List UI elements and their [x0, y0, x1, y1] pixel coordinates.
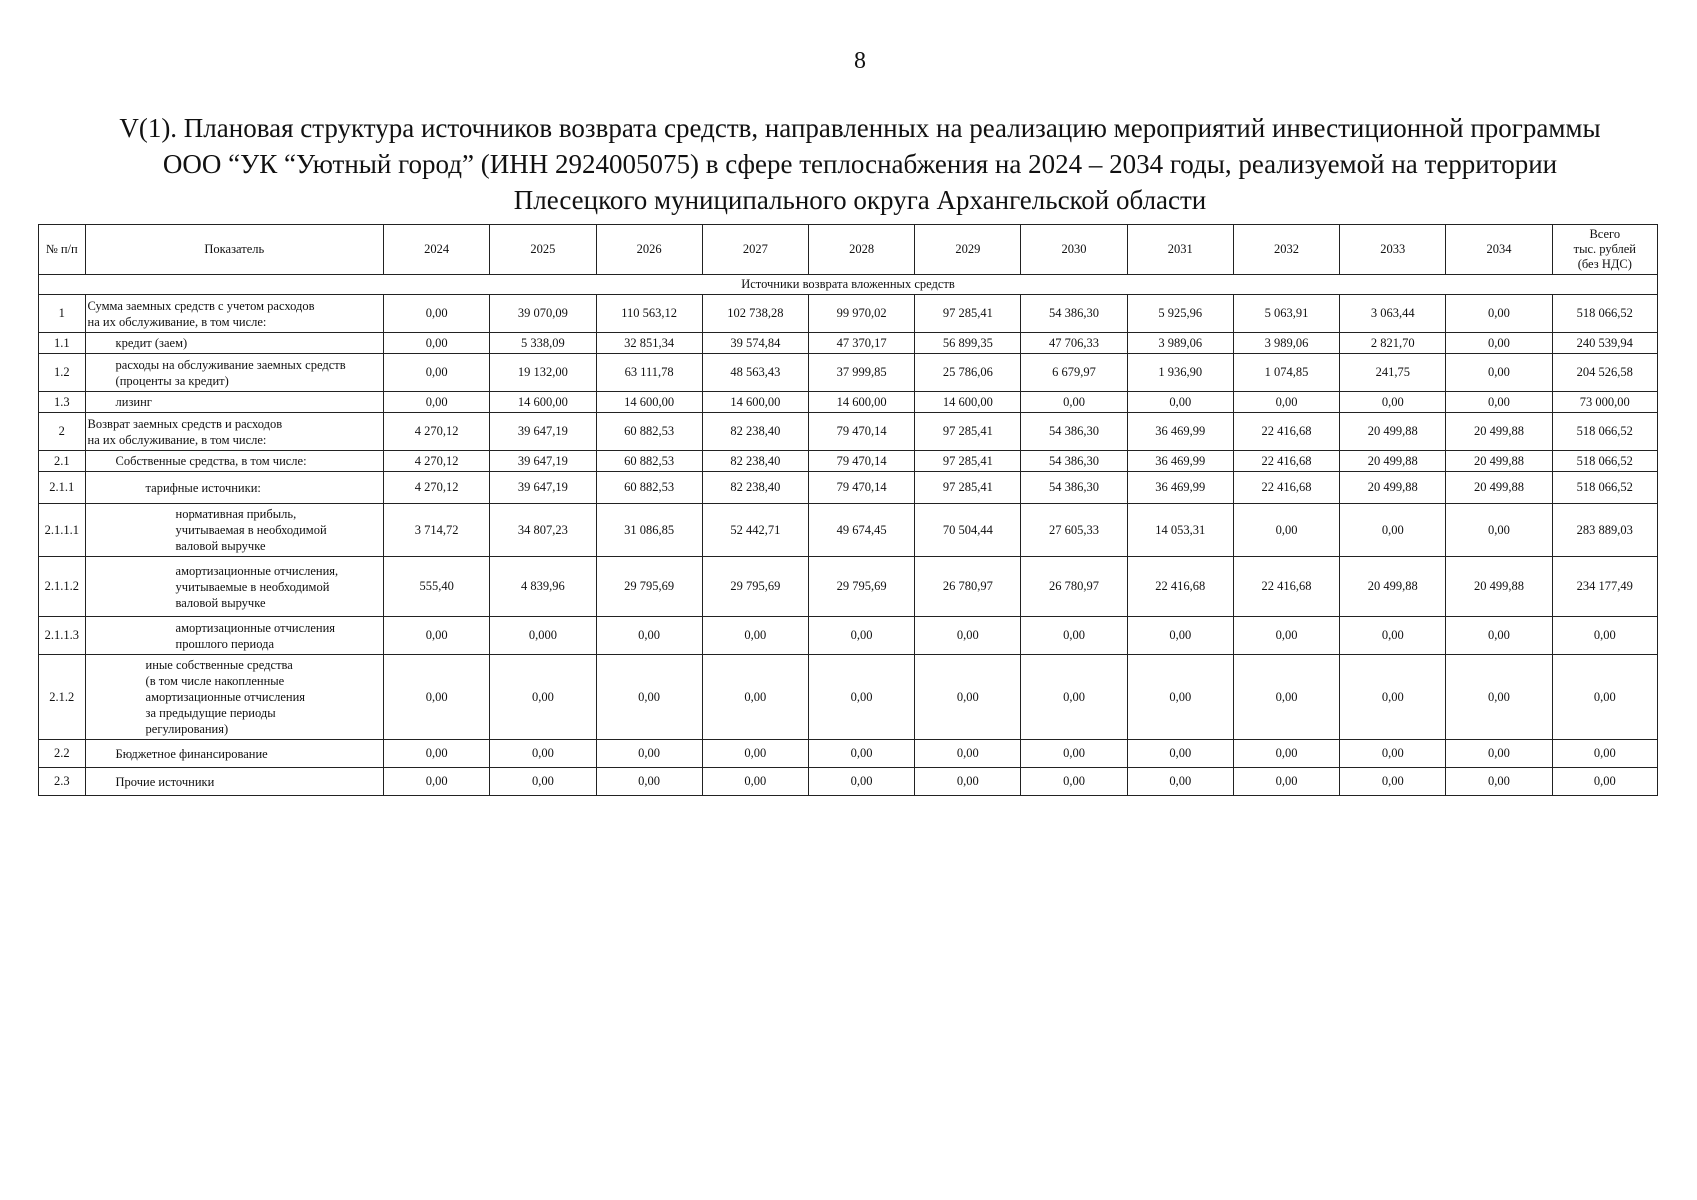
row-number: 1.1: [39, 333, 86, 354]
header-total-line: Всего: [1589, 227, 1621, 241]
row-year-value: 97 285,41: [915, 472, 1021, 504]
row-year-value: 0,00: [1233, 504, 1339, 557]
row-year-value: 110 563,12: [596, 295, 702, 333]
row-number: 2.1.1.2: [39, 557, 86, 617]
row-year-value: 0,00: [808, 617, 914, 655]
row-indicator: [85, 617, 384, 655]
row-year-value: 32 851,34: [596, 333, 702, 354]
row-year-value: 0,00: [915, 740, 1021, 768]
row-year-value: 0,00: [702, 655, 808, 740]
header-total: [1552, 225, 1657, 275]
row-year-value: 0,00: [1446, 617, 1552, 655]
section-title: Источники возврата вложенных средств: [39, 275, 1658, 295]
indicator-line: учитываемые в необходимой: [175, 579, 330, 594]
row-year-value: 20 499,88: [1340, 413, 1446, 451]
row-number: 2.1.1.3: [39, 617, 86, 655]
row-year-value: 36 469,99: [1127, 413, 1233, 451]
row-year-value: 1 074,85: [1233, 354, 1339, 392]
row-year-value: 79 470,14: [808, 472, 914, 504]
row-year-value: 241,75: [1340, 354, 1446, 392]
indicator-line: на их обслуживание, в том числе:: [87, 432, 267, 447]
row-year-value: 97 285,41: [915, 413, 1021, 451]
header-indicator: Показатель: [85, 225, 384, 275]
row-year-value: 70 504,44: [915, 504, 1021, 557]
row-year-value: 0,00: [1127, 617, 1233, 655]
row-year-value: 54 386,30: [1021, 295, 1127, 333]
row-year-value: 0,00: [1446, 392, 1552, 413]
table-row: [39, 655, 1658, 740]
row-year-value: 0,00: [915, 655, 1021, 740]
row-year-value: 0,00: [915, 617, 1021, 655]
row-year-value: 0,00: [1021, 768, 1127, 796]
row-year-value: 26 780,97: [1021, 557, 1127, 617]
row-total-value: 283 889,03: [1552, 504, 1657, 557]
row-year-value: 0,00: [384, 333, 490, 354]
row-total-value: 234 177,49: [1552, 557, 1657, 617]
row-year-value: 0,00: [1233, 655, 1339, 740]
row-year-value: 0,000: [490, 617, 596, 655]
row-year-value: 54 386,30: [1021, 413, 1127, 451]
row-year-value: 6 679,97: [1021, 354, 1127, 392]
row-year-value: 97 285,41: [915, 295, 1021, 333]
row-indicator: [85, 333, 384, 354]
header-year: 2025: [490, 225, 596, 275]
document-title: [60, 110, 1660, 218]
row-year-value: 82 238,40: [702, 413, 808, 451]
row-number: 1.3: [39, 392, 86, 413]
table-row: [39, 504, 1658, 557]
title-line: Плесецкого муниципального округа Архангельской области: [513, 185, 1207, 215]
indicator-line: лизинг: [115, 395, 152, 409]
header-year: 2024: [384, 225, 490, 275]
section-row: [39, 275, 1658, 295]
page-number: 8: [854, 48, 866, 74]
row-year-value: 20 499,88: [1340, 557, 1446, 617]
row-year-value: 14 053,31: [1127, 504, 1233, 557]
row-year-value: 0,00: [384, 617, 490, 655]
row-year-value: 0,00: [1233, 392, 1339, 413]
indicator-line: Собственные средства, в том числе:: [115, 454, 307, 468]
row-total-value: 518 066,52: [1552, 451, 1657, 472]
row-year-value: 29 795,69: [702, 557, 808, 617]
row-year-value: 25 786,06: [915, 354, 1021, 392]
row-year-value: 0,00: [1340, 617, 1446, 655]
row-year-value: 0,00: [596, 740, 702, 768]
indicator-line: прошлого периода: [175, 636, 274, 651]
row-year-value: 0,00: [1446, 333, 1552, 354]
row-year-value: 0,00: [1340, 768, 1446, 796]
row-number: 2: [39, 413, 86, 451]
indicator-line: расходы на обслуживание заемных средств: [115, 357, 346, 372]
row-year-value: 0,00: [384, 295, 490, 333]
row-year-value: 5 338,09: [490, 333, 596, 354]
title-line: V(1). Плановая структура источников возврата средств, направленных на реализацию мероприятий инвестиционной программы: [119, 113, 1601, 143]
row-year-value: 29 795,69: [596, 557, 702, 617]
row-year-value: 0,00: [1340, 740, 1446, 768]
row-year-value: 0,00: [808, 768, 914, 796]
indicator-line: Прочие источники: [115, 774, 215, 789]
row-indicator: [85, 354, 384, 392]
table-header-row: [39, 225, 1658, 275]
row-year-value: 0,00: [1446, 354, 1552, 392]
header-year: 2032: [1233, 225, 1339, 275]
row-year-value: 0,00: [702, 617, 808, 655]
row-year-value: 0,00: [1446, 295, 1552, 333]
header-year: 2029: [915, 225, 1021, 275]
row-year-value: 22 416,68: [1233, 413, 1339, 451]
indicator-line: на их обслуживание, в том числе:: [87, 314, 267, 329]
row-total-value: 0,00: [1552, 655, 1657, 740]
row-year-value: 0,00: [702, 768, 808, 796]
row-year-value: 39 647,19: [490, 451, 596, 472]
row-number: 2.1.2: [39, 655, 86, 740]
row-year-value: 22 416,68: [1233, 451, 1339, 472]
row-number: 1: [39, 295, 86, 333]
row-total-value: 518 066,52: [1552, 413, 1657, 451]
row-year-value: 99 970,02: [808, 295, 914, 333]
row-year-value: 0,00: [1021, 392, 1127, 413]
row-year-value: 54 386,30: [1021, 451, 1127, 472]
row-year-value: 0,00: [1021, 655, 1127, 740]
row-year-value: 0,00: [596, 768, 702, 796]
header-year: 2030: [1021, 225, 1127, 275]
indicator-line: регулирования): [145, 722, 229, 736]
row-year-value: 4 270,12: [384, 472, 490, 504]
row-year-value: 0,00: [1340, 655, 1446, 740]
row-indicator: [85, 413, 384, 451]
row-year-value: 20 499,88: [1446, 472, 1552, 504]
table-row: [39, 617, 1658, 655]
row-year-value: 0,00: [915, 768, 1021, 796]
row-year-value: 3 989,06: [1127, 333, 1233, 354]
header-total-line: тыс. рублей: [1573, 242, 1636, 256]
indicator-line: валовой выручке: [175, 539, 266, 553]
table-row: [39, 295, 1658, 333]
row-year-value: 5 063,91: [1233, 295, 1339, 333]
row-total-value: 73 000,00: [1552, 392, 1657, 413]
header-year: 2031: [1127, 225, 1233, 275]
table-row: [39, 768, 1658, 796]
row-number: 2.1: [39, 451, 86, 472]
row-year-value: 0,00: [808, 655, 914, 740]
row-year-value: 39 647,19: [490, 472, 596, 504]
row-year-value: 0,00: [1446, 655, 1552, 740]
row-number: 1.2: [39, 354, 86, 392]
header-year: 2027: [702, 225, 808, 275]
header-year: 2033: [1340, 225, 1446, 275]
row-total-value: 0,00: [1552, 740, 1657, 768]
row-year-value: 0,00: [384, 655, 490, 740]
row-year-value: 0,00: [596, 617, 702, 655]
row-indicator: [85, 504, 384, 557]
table-row: [39, 740, 1658, 768]
row-year-value: 39 574,84: [702, 333, 808, 354]
row-total-value: 518 066,52: [1552, 472, 1657, 504]
row-year-value: 63 111,78: [596, 354, 702, 392]
row-year-value: 14 600,00: [702, 392, 808, 413]
row-number: 2.2: [39, 740, 86, 768]
row-year-value: 26 780,97: [915, 557, 1021, 617]
title-line: ООО “УК “Уютный город” (ИНН 2924005075) в сфере теплоснабжения на 2024 – 2034 годы, реализуемой на территории: [162, 149, 1558, 179]
indicator-line: (проценты за кредит): [115, 373, 229, 388]
indicator-line: кредит (заем): [115, 336, 188, 350]
row-year-value: 31 086,85: [596, 504, 702, 557]
row-year-value: 39 647,19: [490, 413, 596, 451]
row-year-value: 0,00: [490, 655, 596, 740]
table-row: [39, 333, 1658, 354]
row-year-value: 60 882,53: [596, 451, 702, 472]
row-number: 2.3: [39, 768, 86, 796]
row-year-value: 0,00: [384, 768, 490, 796]
row-year-value: 14 600,00: [915, 392, 1021, 413]
row-year-value: 5 925,96: [1127, 295, 1233, 333]
indicator-line: Бюджетное финансирование: [115, 746, 268, 761]
row-year-value: 20 499,88: [1446, 413, 1552, 451]
header-num: № п/п: [39, 225, 86, 275]
row-total-value: 0,00: [1552, 617, 1657, 655]
row-total-value: 204 526,58: [1552, 354, 1657, 392]
row-year-value: 39 070,09: [490, 295, 596, 333]
row-total-value: 240 539,94: [1552, 333, 1657, 354]
row-total-value: 0,00: [1552, 768, 1657, 796]
indicator-line: амортизационные отчисления,: [175, 563, 339, 578]
row-year-value: 3 989,06: [1233, 333, 1339, 354]
row-year-value: 27 605,33: [1021, 504, 1127, 557]
row-year-value: 20 499,88: [1446, 557, 1552, 617]
row-indicator: [85, 451, 384, 472]
row-year-value: 97 285,41: [915, 451, 1021, 472]
row-year-value: 29 795,69: [808, 557, 914, 617]
row-year-value: 14 600,00: [808, 392, 914, 413]
row-year-value: 0,00: [1233, 768, 1339, 796]
indicator-line: амортизационные отчисления: [145, 690, 306, 704]
row-year-value: 4 270,12: [384, 451, 490, 472]
row-year-value: 47 370,17: [808, 333, 914, 354]
row-year-value: 2 821,70: [1340, 333, 1446, 354]
row-year-value: 82 238,40: [702, 451, 808, 472]
row-year-value: 0,00: [702, 740, 808, 768]
indicator-line: за предыдущие периоды: [145, 706, 276, 720]
table-row: [39, 413, 1658, 451]
row-year-value: 3 714,72: [384, 504, 490, 557]
table-row: [39, 472, 1658, 504]
row-year-value: 37 999,85: [808, 354, 914, 392]
row-year-value: 0,00: [384, 392, 490, 413]
row-year-value: 47 706,33: [1021, 333, 1127, 354]
row-year-value: 0,00: [490, 768, 596, 796]
row-number: 2.1.1: [39, 472, 86, 504]
row-year-value: 0,00: [596, 655, 702, 740]
row-year-value: 4 839,96: [490, 557, 596, 617]
row-year-value: 54 386,30: [1021, 472, 1127, 504]
row-year-value: 48 563,43: [702, 354, 808, 392]
row-year-value: 34 807,23: [490, 504, 596, 557]
header-year: 2028: [808, 225, 914, 275]
row-year-value: 0,00: [1233, 740, 1339, 768]
row-year-value: 22 416,68: [1233, 557, 1339, 617]
row-year-value: 60 882,53: [596, 472, 702, 504]
row-year-value: 555,40: [384, 557, 490, 617]
row-year-value: 20 499,88: [1340, 472, 1446, 504]
row-year-value: 0,00: [1446, 740, 1552, 768]
row-year-value: 79 470,14: [808, 413, 914, 451]
row-year-value: 14 600,00: [490, 392, 596, 413]
sources-table: [38, 224, 1658, 796]
row-year-value: 0,00: [1340, 504, 1446, 557]
row-year-value: 0,00: [1021, 617, 1127, 655]
table-row: [39, 354, 1658, 392]
indicator-line: амортизационные отчисления: [175, 620, 336, 635]
row-total-value: 518 066,52: [1552, 295, 1657, 333]
row-year-value: 36 469,99: [1127, 472, 1233, 504]
table-row: [39, 392, 1658, 413]
row-year-value: 0,00: [1340, 392, 1446, 413]
row-indicator: [85, 472, 384, 504]
row-year-value: 0,00: [490, 740, 596, 768]
row-year-value: 0,00: [1446, 768, 1552, 796]
row-year-value: 0,00: [384, 354, 490, 392]
row-indicator: [85, 557, 384, 617]
row-year-value: 22 416,68: [1233, 472, 1339, 504]
indicator-line: валовой выручке: [175, 595, 266, 610]
table-row: [39, 557, 1658, 617]
row-indicator: [85, 740, 384, 768]
indicator-line: Возврат заемных средств и расходов: [87, 416, 283, 431]
row-year-value: 0,00: [1446, 504, 1552, 557]
row-year-value: 1 936,90: [1127, 354, 1233, 392]
row-indicator: [85, 768, 384, 796]
indicator-line: (в том числе накопленные: [145, 674, 285, 688]
row-year-value: 4 270,12: [384, 413, 490, 451]
indicator-line: тарифные источники:: [145, 480, 261, 495]
indicator-line: учитываемая в необходимой: [175, 523, 327, 537]
row-year-value: 0,00: [1127, 740, 1233, 768]
row-year-value: 0,00: [808, 740, 914, 768]
row-number: 2.1.1.1: [39, 504, 86, 557]
indicator-line: нормативная прибыль,: [175, 507, 297, 521]
row-year-value: 52 442,71: [702, 504, 808, 557]
table-row: [39, 451, 1658, 472]
header-year: 2034: [1446, 225, 1552, 275]
row-year-value: 19 132,00: [490, 354, 596, 392]
row-indicator: [85, 295, 384, 333]
row-year-value: 49 674,45: [808, 504, 914, 557]
row-year-value: 0,00: [1127, 768, 1233, 796]
row-indicator: [85, 392, 384, 413]
row-year-value: 0,00: [1233, 617, 1339, 655]
row-year-value: 0,00: [1127, 655, 1233, 740]
row-year-value: 0,00: [384, 740, 490, 768]
row-year-value: 36 469,99: [1127, 451, 1233, 472]
row-year-value: 3 063,44: [1340, 295, 1446, 333]
row-year-value: 56 899,35: [915, 333, 1021, 354]
header-total-line: (без НДС): [1577, 257, 1632, 271]
indicator-line: иные собственные средства: [145, 658, 293, 672]
row-year-value: 82 238,40: [702, 472, 808, 504]
row-year-value: 60 882,53: [596, 413, 702, 451]
row-year-value: 22 416,68: [1127, 557, 1233, 617]
row-year-value: 0,00: [1127, 392, 1233, 413]
row-year-value: 102 738,28: [702, 295, 808, 333]
row-year-value: 79 470,14: [808, 451, 914, 472]
row-year-value: 0,00: [1021, 740, 1127, 768]
row-year-value: 20 499,88: [1340, 451, 1446, 472]
row-indicator: [85, 655, 384, 740]
row-year-value: 14 600,00: [596, 392, 702, 413]
indicator-line: Сумма заемных средств с учетом расходов: [87, 298, 315, 313]
row-year-value: 20 499,88: [1446, 451, 1552, 472]
header-year: 2026: [596, 225, 702, 275]
